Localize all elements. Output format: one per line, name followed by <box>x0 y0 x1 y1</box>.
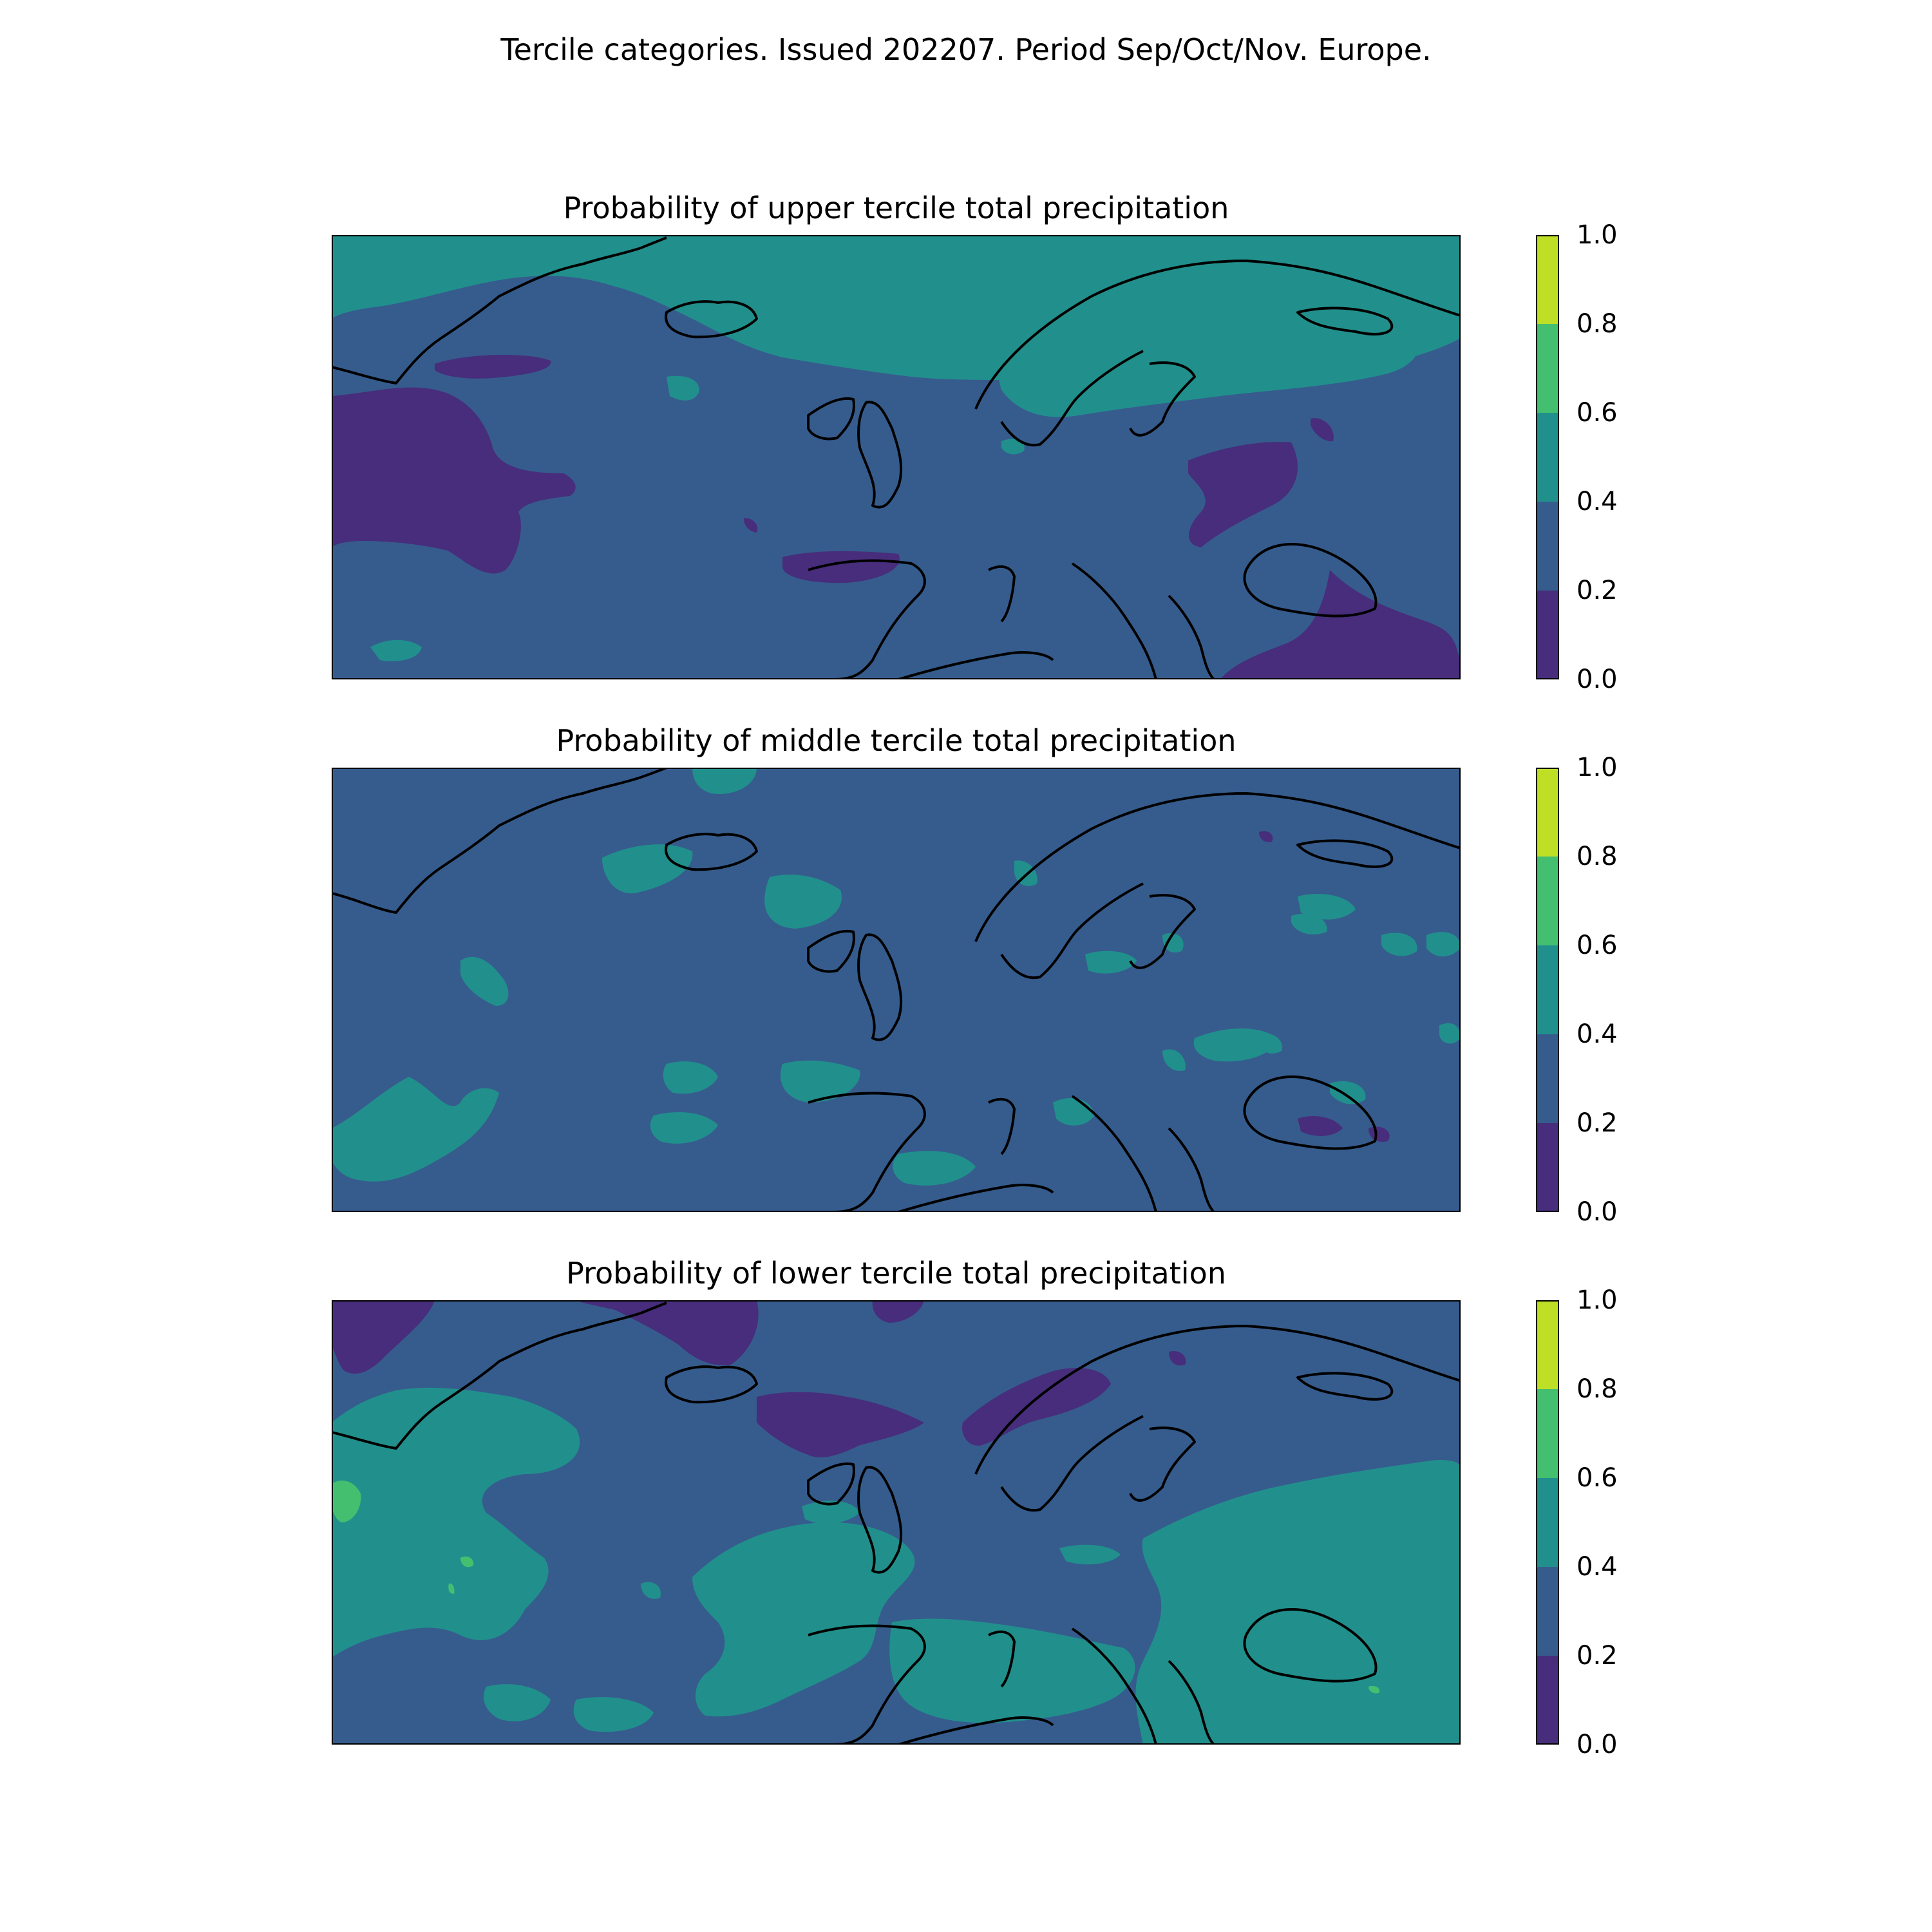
map-lower <box>332 1300 1461 1745</box>
colorbar-upper-tick-3: 0.6 <box>1577 398 1618 428</box>
colorbar-middle-tick-2: 0.4 <box>1577 1019 1618 1049</box>
figure-title: Tercile categories. Issued 202207. Period Sep/Oct/Nov. Europe. <box>500 32 1432 67</box>
panel-title-upper: Probability of upper tercile total precipitation <box>563 191 1229 225</box>
colorbar-lower-tick-4: 0.8 <box>1577 1374 1618 1404</box>
colorbar-middle-tick-0: 0.0 <box>1577 1197 1618 1227</box>
colorbar-lower-tick-0: 0.0 <box>1577 1730 1618 1759</box>
colorbar-middle-tick-3: 0.6 <box>1577 931 1618 960</box>
colorbar-upper-tick-2: 0.4 <box>1577 487 1618 516</box>
colorbar-upper-tick-4: 0.8 <box>1577 309 1618 339</box>
colorbar-upper-tick-5: 1.0 <box>1577 220 1618 250</box>
panel-title-middle: Probability of middle tercile total precipitation <box>556 723 1236 758</box>
colorbar-middle-tick-4: 0.8 <box>1577 842 1618 871</box>
map-upper <box>332 235 1461 679</box>
colorbar-lower-tick-2: 0.4 <box>1577 1552 1618 1582</box>
colorbar-upper-tick-1: 0.2 <box>1577 576 1618 605</box>
colorbar-upper <box>1536 235 1559 679</box>
colorbar-middle-tick-1: 0.2 <box>1577 1108 1618 1138</box>
panel-title-lower: Probability of lower tercile total precipitation <box>566 1256 1226 1291</box>
colorbar-lower-tick-3: 0.6 <box>1577 1463 1618 1493</box>
colorbar-middle <box>1536 768 1559 1212</box>
colorbar-lower-tick-1: 0.2 <box>1577 1641 1618 1671</box>
colorbar-lower <box>1536 1300 1559 1745</box>
map-middle <box>332 768 1461 1212</box>
colorbar-lower-tick-5: 1.0 <box>1577 1285 1618 1315</box>
colorbar-upper-tick-0: 0.0 <box>1577 665 1618 694</box>
colorbar-middle-tick-5: 1.0 <box>1577 753 1618 782</box>
